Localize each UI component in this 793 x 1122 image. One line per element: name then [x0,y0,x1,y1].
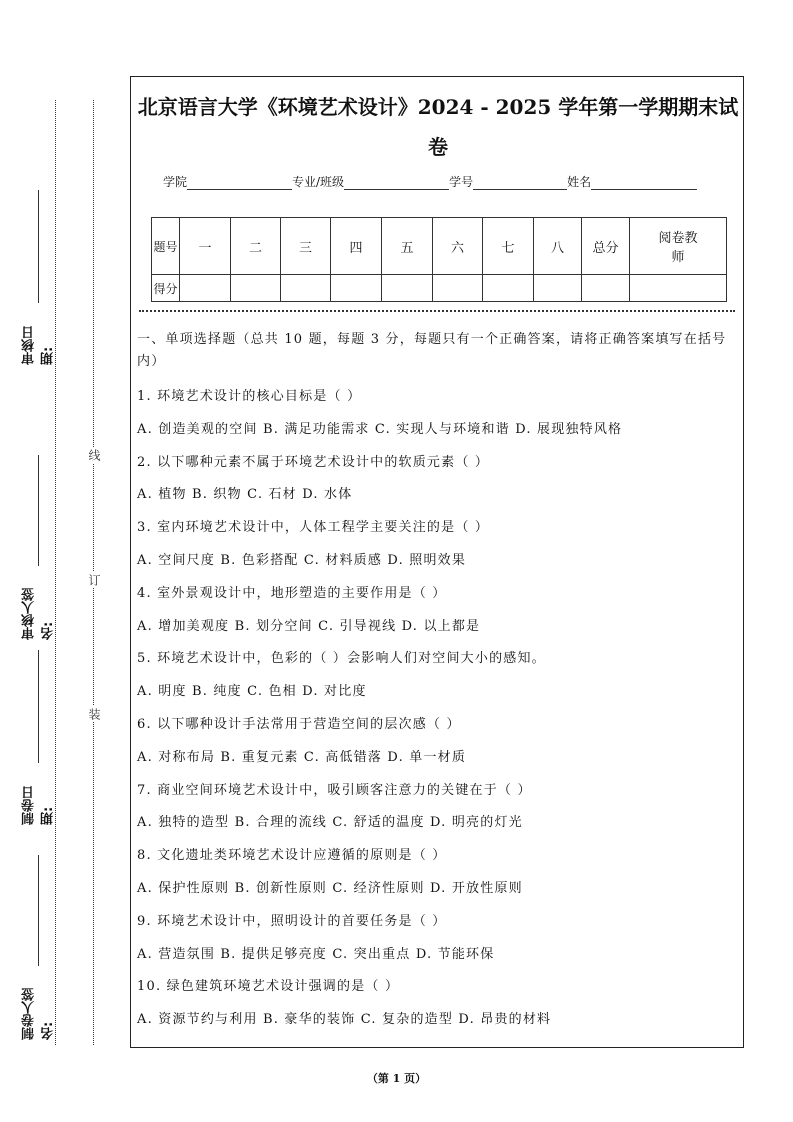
student-info-row [163,173,723,190]
question-options: A. 营造氛围 B. 提供足够亮度 C. 突出重点 D. 节能环保 [137,946,495,962]
college-input[interactable] [187,177,292,190]
header-cell: 三 [281,218,331,275]
question-options: A. 明度 B. 纯度 C. 色相 D. 对比度 [137,684,367,700]
field-label-student-id: 学号 [449,175,474,189]
question-text: 2. 以下哪种元素不属于环境艺术设计中的软质元素（ ） [137,454,490,470]
question-options: A. 植物 B. 织物 C. 石材 D. 水体 [137,487,353,503]
question-text: 5. 环境艺术设计中，色彩的（ ）会影响人们对空间大小的感知。 [137,651,546,667]
major-class-input[interactable] [344,177,449,190]
question-text: 3. 室内环境艺术设计中，人体工程学主要关注的是（ ） [137,520,490,536]
question-text: 6. 以下哪种设计手法常用于营造空间的层次感（ ） [137,716,461,732]
field-label-name: 姓名 [567,175,592,189]
header-cell: 题号 [152,218,180,275]
preparer-signature-blank[interactable] [39,855,40,966]
reviewer-signature-label: 审核人签名: [22,455,56,640]
question-text: 10. 绿色建筑环境艺术设计强调的是（ ） [137,979,400,995]
question-options: A. 创造美观的空间 B. 满足功能需求 C. 实现人与环境和谐 D. 展现独特风格 [137,421,623,437]
score-row-label: 得分 [152,275,180,302]
question-options: A. 对称布局 B. 重复元素 C. 高低错落 D. 单一材质 [137,749,467,765]
header-cell: 一 [180,218,231,275]
question-text: 1. 环境艺术设计的核心目标是（ ） [137,389,362,404]
question-section [137,329,741,1037]
page-number: （第 1 页） [366,1072,427,1085]
header-cell: 阅卷教师 [630,218,727,275]
question-options: A. 增加美观度 B. 划分空间 C. 引导视线 D. 以上都是 [137,618,481,634]
header-cell: 七 [483,218,534,275]
section-separator [139,310,735,312]
field-label-major-class: 专业/班级 [292,175,345,189]
prepare-date-blank[interactable] [39,650,40,763]
score-cell[interactable] [483,275,534,302]
score-cell[interactable] [231,275,281,302]
score-cell[interactable] [281,275,331,302]
seal-char-line: 线 [87,449,101,461]
review-date-blank[interactable] [39,190,40,303]
prepare-date-label: 制卷日期: [22,650,56,825]
score-cell[interactable] [433,275,483,302]
score-table [151,217,727,302]
question-text: 4. 室外景观设计中，地形塑造的主要作用是（ ） [137,585,447,601]
exam-frame [130,76,744,1048]
exam-title: 北京语言大学《环境艺术设计》2024 - 2025 学年第一学期期末试卷 [137,95,739,159]
seal-char-bind: 订 [87,574,101,586]
header-cell: 总分 [582,218,630,275]
name-input[interactable] [591,177,697,190]
question-options: A. 空间尺度 B. 色彩搭配 C. 材料质感 D. 照明效果 [137,552,467,568]
seal-char-attach: 装 [87,708,101,720]
question-text: 7. 商业空间环境艺术设计中，吸引顾客注意力的关键在于（ ） [137,782,532,798]
header-cell: 五 [382,218,433,275]
review-date-label: 审核日期: [22,190,56,365]
question-options: A. 保护性原则 B. 创新性原则 C. 经济性原则 D. 开放性原则 [137,880,523,896]
score-table-score-row [152,275,727,302]
section-heading: 一、单项选择题（总共 10 题，每题 3 分，每题只有一个正确答案，请将正确答案填写在括号内） [137,332,727,369]
header-cell: 六 [433,218,483,275]
binding-margin [0,0,128,1122]
score-cell[interactable] [582,275,630,302]
score-cell[interactable] [630,275,727,302]
score-cell[interactable] [331,275,382,302]
field-label-college: 学院 [163,175,188,189]
header-cell: 四 [331,218,382,275]
question-options: A. 独特的造型 B. 合理的流线 C. 舒适的温度 D. 明亮的灯光 [137,815,523,831]
score-cell[interactable] [534,275,582,302]
score-cell[interactable] [382,275,433,302]
question-options: A. 资源节约与利用 B. 豪华的装饰 C. 复杂的造型 D. 昂贵的材料 [137,1012,552,1028]
student-id-input[interactable] [473,177,567,190]
header-cell: 二 [231,218,281,275]
score-cell[interactable] [180,275,231,302]
reviewer-signature-blank[interactable] [39,455,40,566]
question-text: 8. 文化遗址类环境艺术设计应遵循的原则是（ ） [137,848,447,864]
preparer-signature-label: 制卷人签名: [22,855,56,1040]
score-table-header-row [152,218,727,275]
header-cell: 八 [534,218,582,275]
question-text: 9. 环境艺术设计中，照明设计的首要任务是（ ） [137,913,447,929]
